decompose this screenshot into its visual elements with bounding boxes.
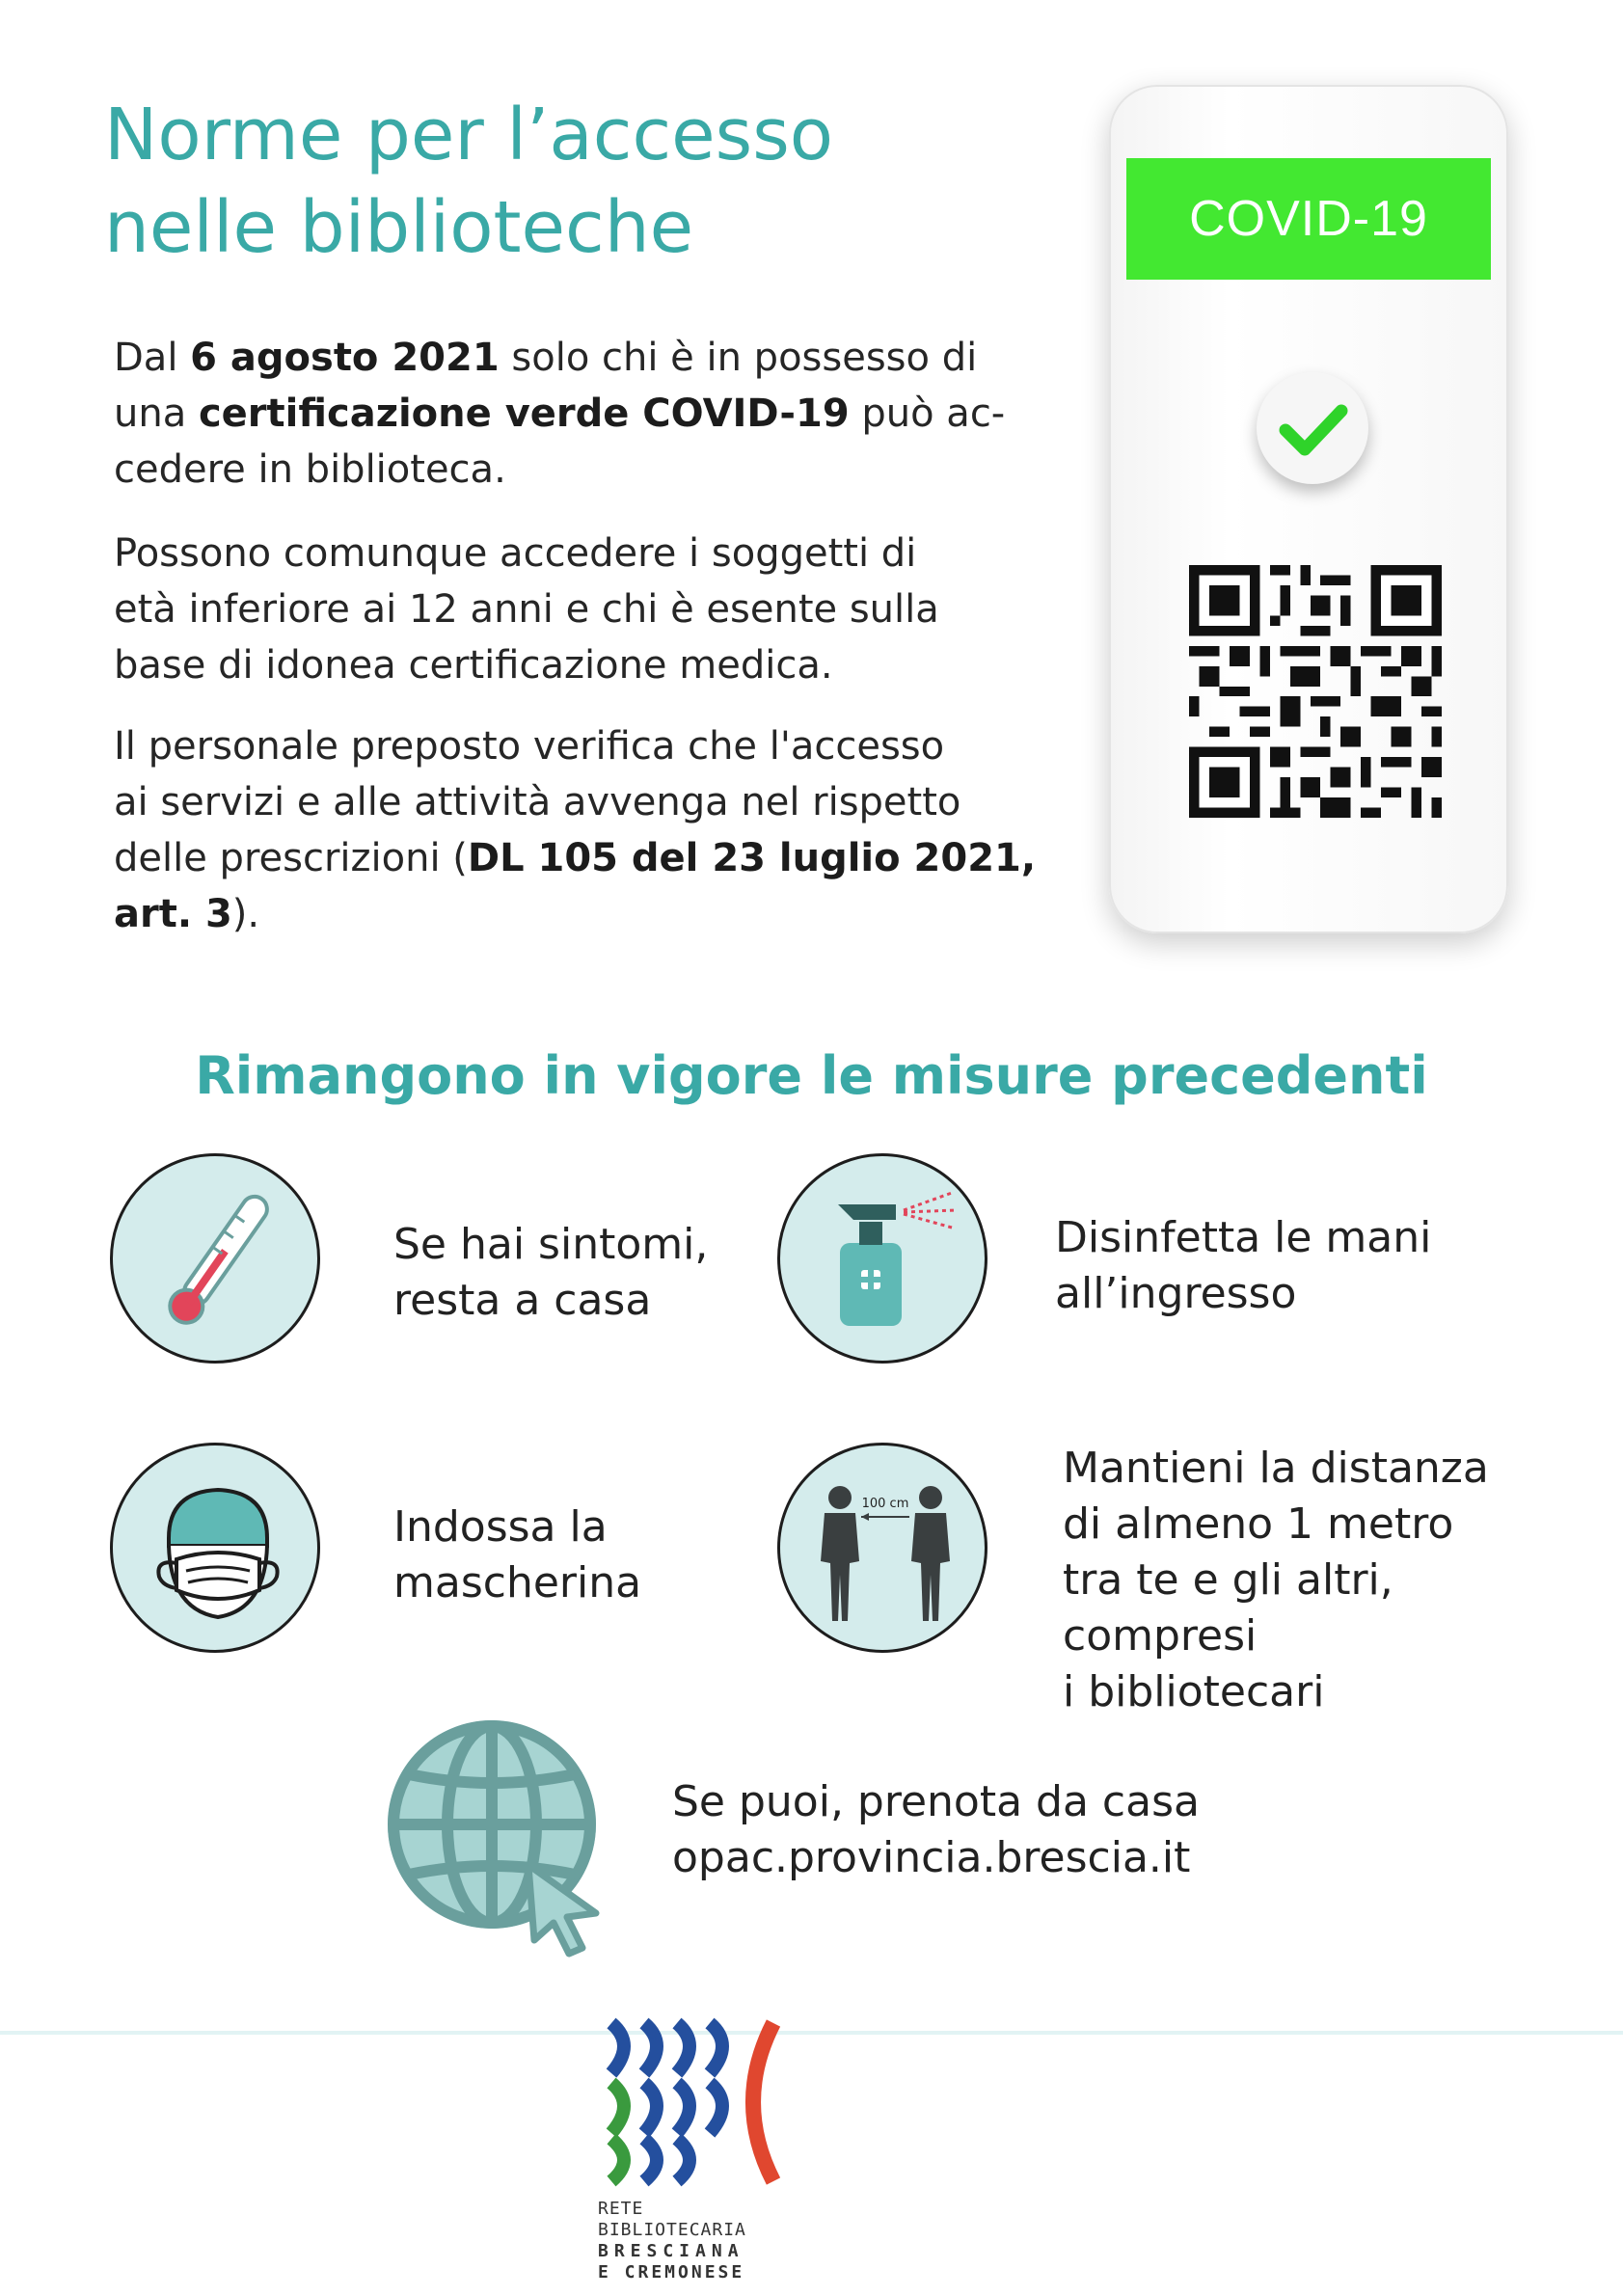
p3-line-4b: ). xyxy=(231,892,260,936)
distance-line-2: di almeno 1 metro xyxy=(1063,1499,1454,1549)
logo-line-1: RETE BIBLIOTECARIA xyxy=(598,2199,746,2240)
exemption-paragraph xyxy=(114,526,1097,693)
measure-booking-text xyxy=(672,1774,1200,1886)
booking-url: opac.provincia.brescia.it xyxy=(672,1833,1191,1882)
measure-hands-text xyxy=(1055,1210,1431,1322)
p1-date: 6 agosto 2021 xyxy=(190,336,500,380)
face-mask-icon xyxy=(110,1443,320,1653)
hands-line-2: all’ingresso xyxy=(1055,1269,1297,1318)
social-distance-icon xyxy=(777,1443,987,1653)
p2-line-3: base di idonea certificazione medica. xyxy=(114,643,833,688)
check-badge xyxy=(1257,372,1368,484)
p2-line-1: Possono comunque accedere i soggetti di xyxy=(114,531,917,576)
distance-line-3: tra te e gli altri, xyxy=(1063,1555,1393,1605)
sanitizer-spray-icon xyxy=(777,1153,987,1364)
booking-line-1: Se puoi, prenota da casa xyxy=(672,1777,1200,1826)
p3-article: art. 3 xyxy=(114,892,232,936)
p3-line-3a: delle prescrizioni ( xyxy=(114,836,468,880)
measure-mask-text xyxy=(393,1499,641,1611)
measure-symptoms-text xyxy=(393,1217,708,1329)
network-logo-icon xyxy=(598,2015,791,2189)
phone-illustration xyxy=(1109,85,1508,933)
p1-text-c: solo chi è in possesso di xyxy=(499,336,978,380)
mask-line-2: mascherina xyxy=(393,1558,642,1607)
distance-line-1: Mantieni la distanza xyxy=(1063,1444,1489,1493)
p1-text-d: una xyxy=(114,392,199,436)
distance-label: 100 cm xyxy=(861,1497,909,1511)
footer-divider xyxy=(0,2031,1623,2035)
title-line-1: Norme per l’accesso xyxy=(104,94,834,176)
p3-decree: DL 105 del 23 luglio 2021, xyxy=(467,836,1037,880)
hands-line-1: Disinfetta le mani xyxy=(1055,1213,1432,1262)
logo-line-3: E CREMONESE xyxy=(598,2262,745,2282)
distance-line-4: compresi xyxy=(1063,1611,1258,1661)
globe-cursor-icon xyxy=(384,1711,606,1958)
covid-banner-label: COVID-19 xyxy=(1189,191,1428,247)
mask-line-1: Indossa la xyxy=(393,1502,608,1552)
p3-line-1: Il personale preposto verifica che l'accesso xyxy=(114,724,945,769)
p1-text-f: può ac- xyxy=(849,392,1006,436)
title-line-2: nelle biblioteche xyxy=(104,186,694,269)
measures-heading: Rimangono in vigore le misure precedenti xyxy=(195,1045,1428,1106)
p3-line-2: ai servizi e alle attività avvenga nel rispetto xyxy=(114,780,961,824)
thermometer-icon xyxy=(110,1153,320,1364)
p1-text-g: cedere in biblioteca. xyxy=(114,447,506,492)
checkmark-icon xyxy=(1257,372,1368,484)
staff-paragraph xyxy=(114,718,1097,942)
network-logo xyxy=(598,2015,791,2282)
p1-text-a: Dal xyxy=(114,336,191,380)
logo-text xyxy=(598,2199,791,2283)
p1-certificate: certificazione verde COVID-19 xyxy=(198,392,850,436)
qr-code-icon xyxy=(1189,565,1442,818)
distance-line-5: i bibliotecari xyxy=(1063,1667,1325,1716)
logo-line-2: BRESCIANA xyxy=(598,2241,744,2261)
symptoms-line-1: Se hai sintomi, xyxy=(393,1220,709,1269)
covid-banner xyxy=(1126,158,1491,280)
intro-paragraph xyxy=(114,330,1097,498)
page-title xyxy=(104,89,1030,274)
symptoms-line-2: resta a casa xyxy=(393,1276,652,1325)
measure-distance-text xyxy=(1063,1441,1489,1720)
p2-line-2: età inferiore ai 12 anni e chi è esente sulla xyxy=(114,587,939,632)
